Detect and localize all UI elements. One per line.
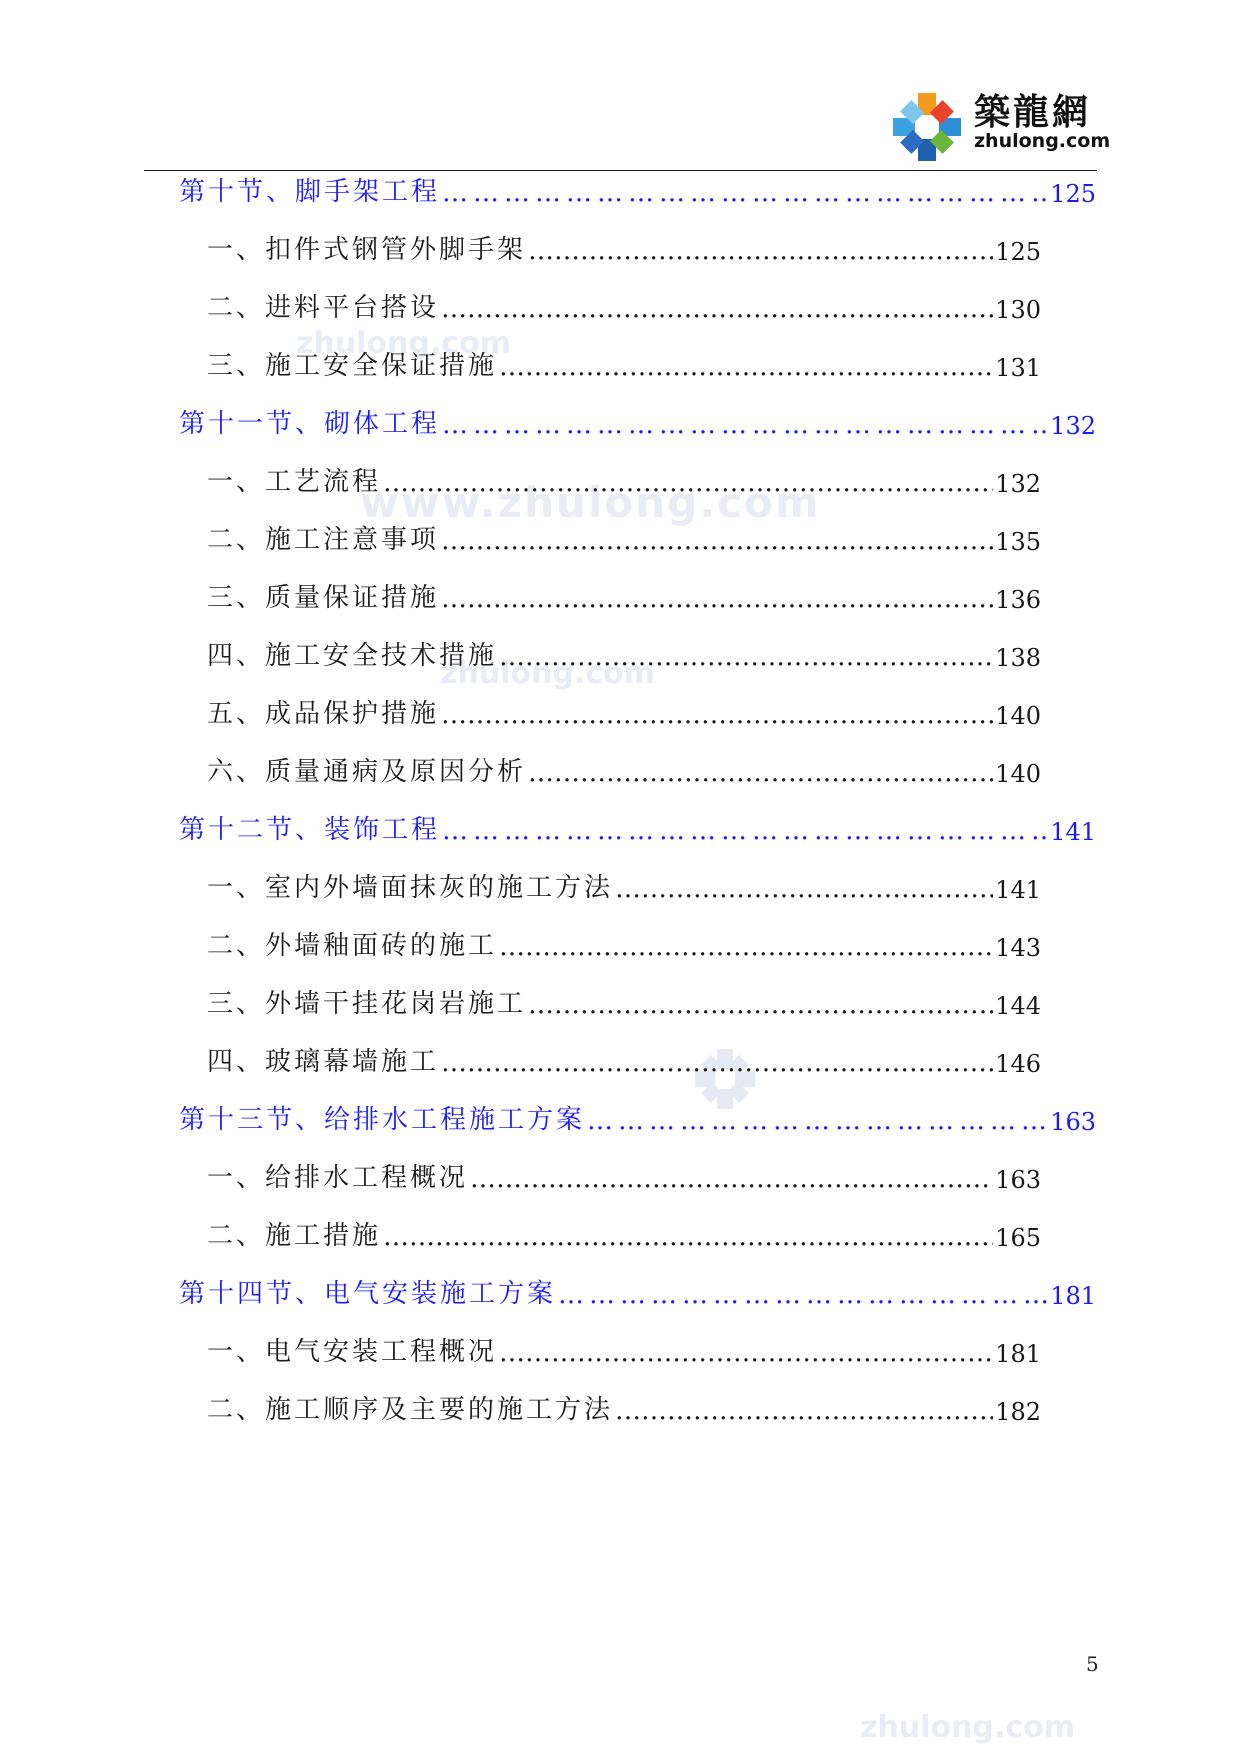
toc-section-entry[interactable] — [179, 400, 1096, 440]
toc-entry-page: 136 — [995, 586, 1041, 614]
toc-leader-dots — [499, 1338, 993, 1368]
toc-entry-page: 181 — [1050, 1282, 1096, 1310]
toc-leader-dots — [499, 932, 993, 962]
toc-entry-title: 第十三节、给排水工程施工方案 — [179, 1105, 586, 1135]
toc-leader-dots — [528, 758, 993, 788]
toc-entry-title: 第十一节、砌体工程 — [179, 409, 441, 439]
toc-entry-title: 二、施工措施 — [207, 1221, 382, 1251]
logo-domain: zhulong.com — [974, 130, 1111, 152]
watermark-text: zhulong.com — [296, 326, 511, 361]
toc-entry-page: 144 — [995, 992, 1041, 1020]
toc-leader-dots — [441, 1048, 993, 1078]
toc-item-entry[interactable] — [207, 574, 1041, 614]
toc-entry-title: 二、施工顺序及主要的施工方法 — [207, 1395, 614, 1425]
toc-entry-title: 二、外墙釉面砖的施工 — [207, 931, 498, 961]
toc-leader-dots — [383, 468, 993, 498]
toc-item-entry[interactable] — [207, 1154, 1041, 1194]
toc-entry-page: 135 — [995, 528, 1041, 556]
toc-entry-title: 二、进料平台搭设 — [207, 293, 440, 323]
toc-section-entry[interactable] — [179, 1270, 1096, 1310]
toc-leader-dots — [441, 294, 993, 324]
toc-entry-page: 125 — [1050, 180, 1096, 208]
toc-leader-dots — [383, 1222, 993, 1252]
toc-entry-page: 181 — [995, 1340, 1041, 1368]
toc-leader-dots — [442, 178, 1048, 208]
zhulong-logo-icon — [888, 88, 966, 166]
toc-entry-page: 163 — [1050, 1108, 1096, 1136]
toc-entry-title: 一、室内外墙面抹灰的施工方法 — [207, 873, 614, 903]
toc-leader-dots — [441, 526, 993, 556]
toc-entry-title: 四、玻璃幕墙施工 — [207, 1047, 440, 1077]
toc-item-entry[interactable] — [207, 690, 1041, 730]
toc-leader-dots — [441, 700, 993, 730]
toc-entry-title: 一、给排水工程概况 — [207, 1163, 469, 1193]
toc-item-entry[interactable] — [207, 922, 1041, 962]
toc-section-entry[interactable] — [179, 806, 1096, 846]
toc-leader-dots — [442, 410, 1048, 440]
watermark-text: zhulong.com — [860, 1710, 1075, 1745]
toc-entry-page: 138 — [995, 644, 1041, 672]
toc-item-entry[interactable] — [207, 864, 1041, 904]
toc-item-entry[interactable] — [207, 342, 1041, 382]
toc-entry-title: 六、质量通病及原因分析 — [207, 757, 527, 787]
toc-item-entry[interactable] — [207, 748, 1041, 788]
toc-entry-page: 130 — [995, 296, 1041, 324]
logo-chinese-name: 築龍網 — [974, 92, 1092, 133]
toc-leader-dots — [528, 990, 993, 1020]
toc-entry-page: 146 — [995, 1050, 1041, 1078]
toc-item-entry[interactable] — [207, 516, 1041, 556]
toc-entry-page: 132 — [995, 470, 1041, 498]
toc-entry-page: 140 — [995, 702, 1041, 730]
toc-entry-page: 182 — [995, 1398, 1041, 1426]
toc-entry-page: 141 — [995, 876, 1041, 904]
watermark-text: www.zhulong.com — [360, 478, 821, 527]
toc-entry-page: 165 — [995, 1224, 1041, 1252]
toc-item-entry[interactable] — [207, 284, 1041, 324]
toc-entry-title: 第十节、脚手架工程 — [179, 177, 441, 207]
toc-leader-dots — [528, 236, 993, 266]
toc-item-entry[interactable] — [207, 1328, 1041, 1368]
toc-entry-title: 五、成品保护措施 — [207, 699, 440, 729]
toc-entry-page: 132 — [1050, 412, 1096, 440]
toc-entry-title: 三、施工安全保证措施 — [207, 351, 498, 381]
toc-section-entry[interactable] — [179, 168, 1096, 208]
toc-leader-dots — [441, 584, 993, 614]
toc-entry-page: 140 — [995, 760, 1041, 788]
toc-entry-page: 143 — [995, 934, 1041, 962]
toc-entry-title: 一、工艺流程 — [207, 467, 382, 497]
toc-entry-title: 三、外墙干挂花岗岩施工 — [207, 989, 527, 1019]
toc-item-entry[interactable] — [207, 226, 1041, 266]
toc-entry-page: 125 — [995, 238, 1041, 266]
toc-entry-title: 三、质量保证措施 — [207, 583, 440, 613]
toc-leader-dots — [499, 352, 993, 382]
toc-entry-title: 二、施工注意事项 — [207, 525, 440, 555]
toc-leader-dots — [470, 1164, 993, 1194]
toc-entry-title: 一、扣件式钢管外脚手架 — [207, 235, 527, 265]
toc-item-entry[interactable] — [207, 1212, 1041, 1252]
toc-entry-page: 131 — [995, 354, 1041, 382]
toc-entry-title: 四、施工安全技术措施 — [207, 641, 498, 671]
toc-entry-page: 141 — [1050, 818, 1096, 846]
toc-leader-dots — [615, 1396, 993, 1426]
toc-entry-title: 一、电气安装工程概况 — [207, 1337, 498, 1367]
toc-leader-dots — [499, 642, 993, 672]
page-number: 5 — [1086, 1652, 1099, 1676]
toc-leader-dots — [587, 1106, 1048, 1136]
toc-leader-dots — [558, 1280, 1048, 1310]
toc-item-entry[interactable] — [207, 632, 1041, 672]
toc-entry-title: 第十四节、电气安装施工方案 — [179, 1279, 557, 1309]
toc-item-entry[interactable] — [207, 1386, 1041, 1426]
toc-section-entry[interactable] — [179, 1096, 1096, 1136]
toc-entry-title: 第十二节、装饰工程 — [179, 815, 441, 845]
toc-item-entry[interactable] — [207, 1038, 1041, 1078]
zhulong-logo — [888, 84, 1111, 168]
toc-leader-dots — [615, 874, 993, 904]
watermark-text: zhulong.com — [440, 656, 655, 691]
toc-item-entry[interactable] — [207, 980, 1041, 1020]
toc-item-entry[interactable] — [207, 458, 1041, 498]
toc-entry-page: 163 — [995, 1166, 1041, 1194]
toc-leader-dots — [442, 816, 1048, 846]
